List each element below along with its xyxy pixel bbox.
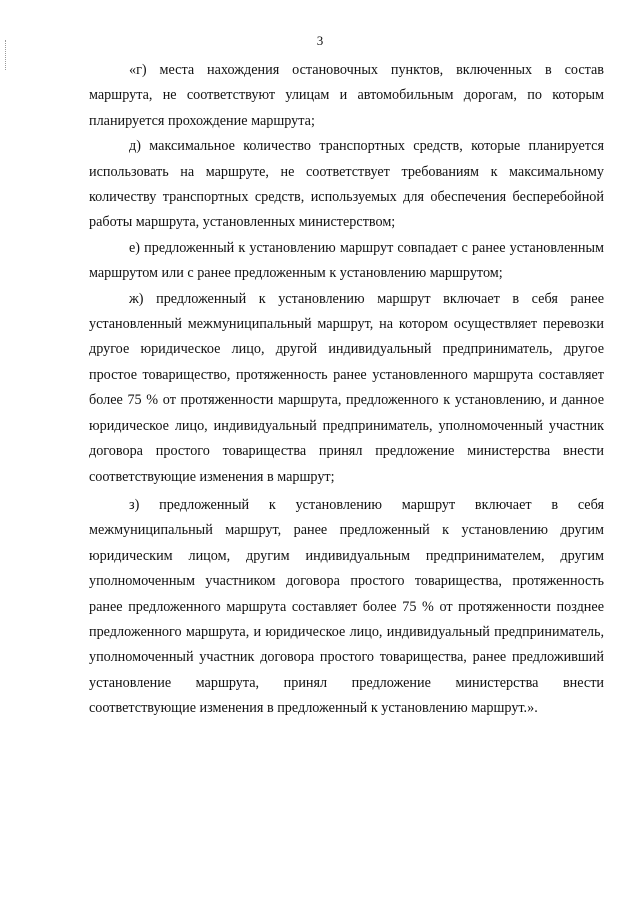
paragraph-zh: ж) предложенный к установлению маршрут включает в себя ранее установленный межмуниципальный маршрут, на котором осуществляет перевозки другое юридическое лицо, другой индивидуальный предприниматель, другое простое товарищество, протяженность ранее установленного маршрута составляет более 75 % от протяженности маршрута, предложенного к установлению, и данное юридическое лицо, индивидуальный предприниматель, уполномоченный участник договора простого товарищества принял предложение министерства внести соответствующие изменения в маршрут;	[89, 290, 604, 485]
paragraph-z: з) предложенный к установлению маршрут включает в себя межмуниципальный маршрут, ранее предложенный к установлению другим юридическим лицом, другим индивидуальным предпринимателем, другим уполномоченным участником договора простого товарищества, протяженность ранее предложенного маршрута составляет более 75 % от протяженности позднее предложенного маршрута, и юридическое лицо, индивидуальный предприниматель, уполномоченный участник договора простого товарищества, ранее предложивший установление маршрута, принял предложение министерства внести соответствующие изменения в предложенный к установлению маршрут.».	[89, 496, 604, 717]
paragraph-d: д) максимальное количество транспортных средств, которые планируется использовать на маршруте, не соответствует требованиям к максимальному количеству транспортных средств, используемых для обеспечения бесперебойной работы маршрута, установленных министерством;	[89, 138, 604, 231]
paragraph-e: е) предложенный к установлению маршрут совпадает с ранее установленным маршрутом или с ранее предложенным к установлению маршрутом;	[89, 239, 604, 282]
page-number: 3	[316, 33, 324, 48]
paragraph-g: «г) места нахождения остановочных пунктов, включенных в состав маршрута, не соответствуют улицам и автомобильным дорогам, по которым планируется прохождение маршрута;	[89, 62, 604, 129]
document-body	[89, 58, 604, 722]
